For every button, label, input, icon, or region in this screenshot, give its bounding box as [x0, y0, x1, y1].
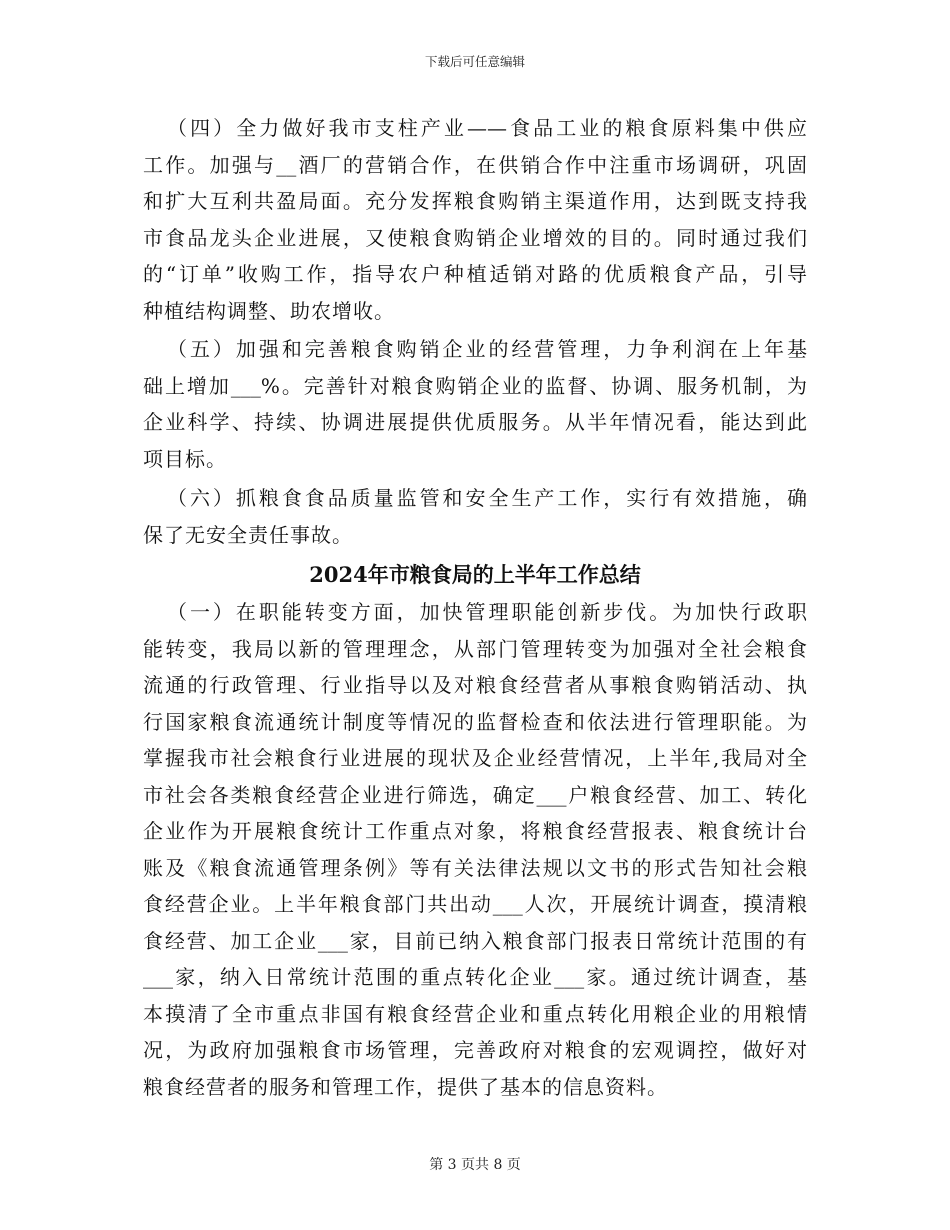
paragraph-item-1 — [143, 594, 807, 1105]
paragraph-line: 账及《粮食流通管理条例》等有关法律法规以文书的形式告知社会粮 — [143, 855, 807, 880]
paragraph-line: 况，为政府加强粮食市场管理，完善政府对粮食的宏观调控，做好对 — [143, 1038, 807, 1062]
section-heading: 2024年市粮食局的上半年工作总结 — [309, 562, 641, 587]
paragraph-line: （四）全力做好我市支柱产业——食品工业的粮食原料集中供应 — [167, 116, 807, 140]
paragraph-item-5 — [143, 331, 807, 477]
paragraph-line: 粮食经营者的服务和管理工作，提供了基本的信息资料。 — [143, 1074, 668, 1099]
paragraph-line: 行国家粮食流通统计制度等情况的监督检查和依法进行管理职能。为 — [143, 709, 807, 734]
paragraph-line: 本摸清了全市重点非国有粮食经营企业和重点转化用粮企业的用粮情 — [143, 1001, 807, 1026]
paragraph-line: 企业科学、持续、协调进展提供优质服务。从半年情况看，能达到此 — [143, 410, 807, 434]
paragraph-line: （五）加强和完善粮食购销企业的经营管理，力争利润在上年基 — [167, 337, 807, 361]
paragraph-line: 础上增加___%。完善针对粮食购销企业的监督、协调、服务机制，为 — [143, 373, 807, 398]
paragraph-line: 食经营、加工企业___家，目前已纳入粮食部门报表日常统计范围的有 — [143, 928, 807, 953]
page-number: 第 3 页共 8 页 — [429, 1157, 521, 1173]
header-note: 下载后可任意编辑 — [424, 54, 525, 69]
paragraph-line: 项目标。 — [143, 446, 227, 471]
paragraph-line: 市食品龙头企业进展，又使粮食购销企业增效的目的。同时通过我们 — [143, 225, 807, 250]
paragraph-line: 能转变，我局以新的管理理念，从部门管理转变为加强对全社会粮食 — [143, 636, 807, 661]
summary-heading-block — [143, 557, 807, 593]
paragraph-item-6 — [143, 480, 807, 553]
paragraph-line: ___家，纳入日常统计范围的重点转化企业___家。通过统计调查，基 — [143, 965, 807, 989]
paragraph-line: 市社会各类粮食经营企业进行筛选，确定___户粮食经营、加工、转化 — [143, 782, 807, 807]
paragraph-line: 种植结构调整、助农增收。 — [143, 298, 395, 323]
paragraph-line: 的“订单”收购工作，指导农户种植适销对路的优质粮食产品，引导 — [143, 262, 807, 286]
paragraph-line: （一）在职能转变方面，加快管理职能创新步伐。为加快行政职 — [167, 600, 807, 624]
paragraph-line: 保了无安全责任事故。 — [143, 522, 353, 547]
paragraph-item-4 — [143, 110, 807, 329]
paragraph-line: 食经营企业。上半年粮食部门共出动___人次，开展统计调查，摸清粮 — [143, 892, 807, 916]
paragraph-line: 企业作为开展粮食统计工作重点对象，将粮食经营报表、粮食统计台 — [143, 819, 807, 843]
paragraph-line: 流通的行政管理、行业指导以及对粮食经营者从事粮食购销活动、执 — [143, 673, 807, 697]
paragraph-line: 工作。加强与__酒厂的营销合作，在供销合作中注重市场调研，巩固 — [143, 152, 807, 177]
paragraph-line: 和扩大互利共盈局面。充分发挥粮食购销主渠道作用，达到既支持我 — [143, 189, 807, 213]
paragraph-line: （六）抓粮食食品质量监管和安全生产工作，实行有效措施，确 — [167, 486, 807, 510]
paragraph-line: 掌握我市社会粮食行业进展的现状及企业经营情况，上半年,我局对全 — [143, 746, 807, 770]
